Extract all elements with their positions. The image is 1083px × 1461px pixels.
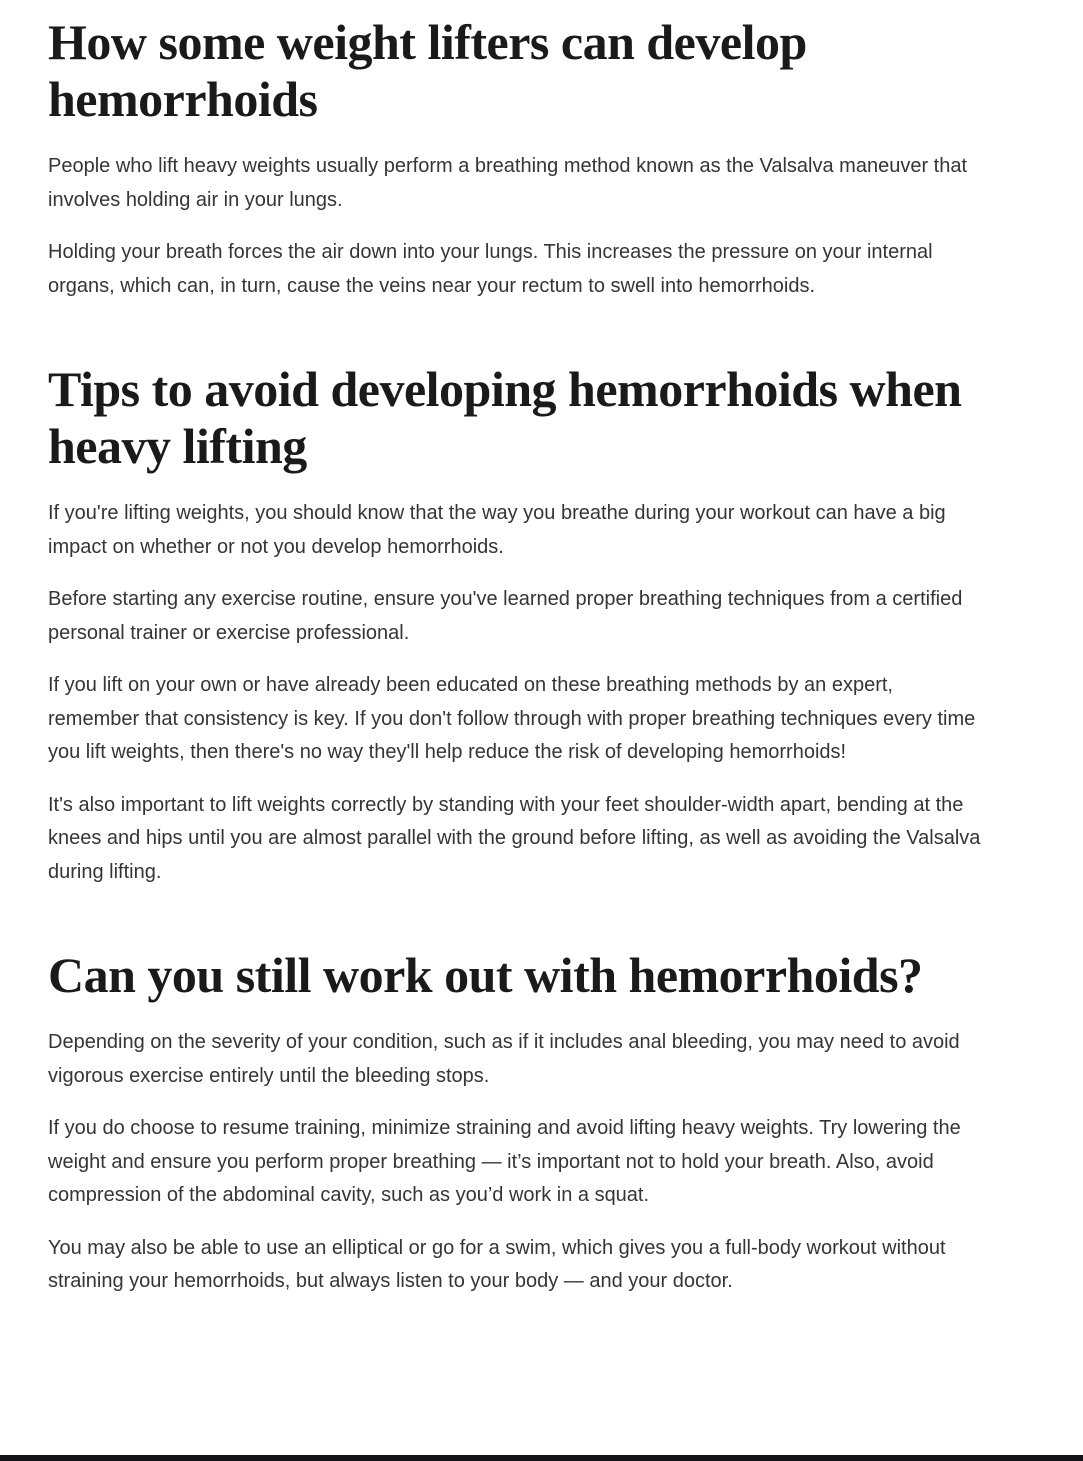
section-heading: Can you still work out with hemorrhoids? bbox=[48, 947, 923, 1003]
paragraph: You may also be able to use an elliptical or go for a swim, which gives you a full-body workout without straining your hemorrhoids, but always listen to your body — and your doctor. bbox=[48, 1236, 946, 1292]
paragraph: It's also important to lift weights correctly by standing with your feet shoulder-width apart, bending at the knees and hips until you are almost parallel with the ground before lifting, as well as avoiding the Valsalva during lifting. bbox=[48, 793, 981, 883]
section-how-develop bbox=[48, 14, 1035, 303]
section-tips-avoid bbox=[48, 361, 1035, 889]
paragraph: People who lift heavy weights usually perform a breathing method known as the Valsalva maneuver that involves holding air in your lungs. bbox=[48, 155, 968, 211]
paragraph: Holding your breath forces the air down into your lungs. This increases the pressure on your internal organs, which can, in turn, cause the veins near your rectum to swell into hemorrhoids. bbox=[48, 241, 933, 297]
paragraph: Depending on the severity of your condition, such as if it includes anal bleeding, you may need to avoid vigorous exercise entirely until the bleeding stops. bbox=[48, 1031, 960, 1087]
paragraph: If you're lifting weights, you should know that the way you breathe during your workout can have a big impact on whether or not you develop hemorrhoids. bbox=[48, 502, 946, 558]
paragraph: If you do choose to resume training, minimize straining and avoid lifting heavy weights. Try lowering the weight and ensure you perform proper breathing — it’s important not to hold your breath. Also, avoid compression of the abdominal cavity, such as you’d work in a squat. bbox=[48, 1117, 961, 1206]
paragraph: If you lift on your own or have already been educated on these breathing methods by an expert, remember that consistency is key. If you don't follow through with proper breathing techniques every time you lift weights, then there's no way they'll help reduce the risk of developing hemorrhoids! bbox=[48, 674, 976, 763]
section-heading: Tips to avoid developing hemorrhoids when heavy lifting bbox=[48, 361, 962, 474]
bottom-divider-bar bbox=[0, 1455, 1083, 1461]
section-heading: How some weight lifters can develop hemorrhoids bbox=[48, 14, 807, 127]
paragraph: Before starting any exercise routine, ensure you've learned proper breathing techniques from a certified personal trainer or exercise professional. bbox=[48, 588, 963, 644]
section-workout-with bbox=[48, 947, 1035, 1299]
